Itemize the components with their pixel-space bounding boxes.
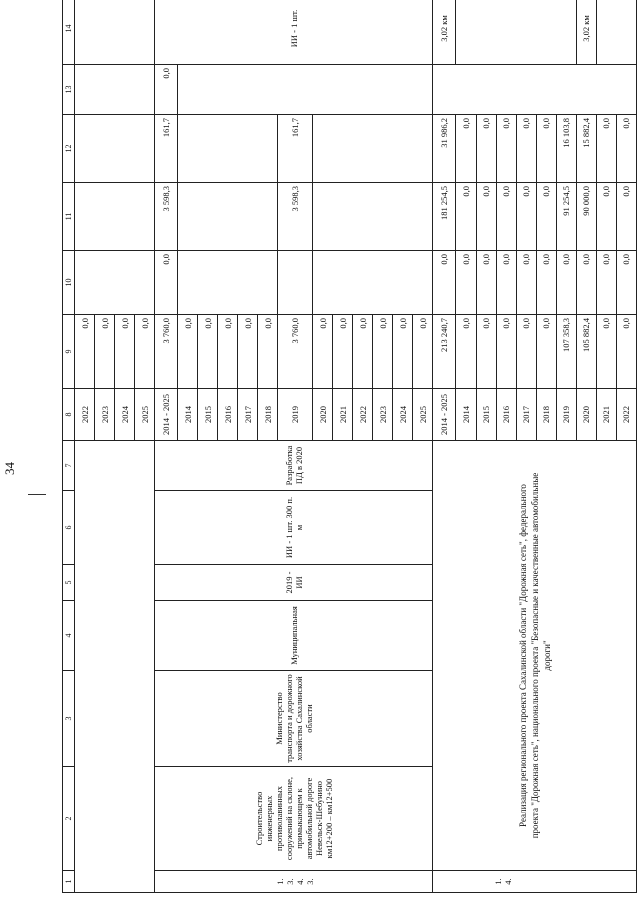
year-cell: 2019 — [556, 389, 576, 441]
column-number-row — [63, 0, 75, 893]
value-cell: 0,0 — [536, 315, 556, 389]
value-cell: 91 254,5 — [556, 183, 576, 251]
result-cell: 3,02 км — [433, 0, 456, 65]
col-number: 2 — [63, 767, 75, 871]
year-cell: 2015 — [198, 389, 218, 441]
year-cell: 2025 — [413, 389, 433, 441]
value-cell: 0,0 — [616, 115, 636, 183]
value-cell: 0,0 — [198, 315, 218, 389]
year-cell: 2021 — [333, 389, 353, 441]
value-cell: 0,0 — [496, 315, 516, 389]
value-cell: 90 000,0 — [576, 183, 596, 251]
value-cell: 0,0 — [516, 251, 536, 315]
table-row — [75, 0, 95, 893]
value-cell: 0,0 — [155, 65, 178, 115]
scan-mark — [28, 494, 46, 495]
value-cell: 0,0 — [333, 315, 353, 389]
value-cell: 0,0 — [476, 251, 496, 315]
year-cell: 2021 — [596, 389, 616, 441]
year-cell: 2024 — [115, 389, 135, 441]
value-cell: 0,0 — [476, 115, 496, 183]
year-cell: 2022 — [353, 389, 373, 441]
value-cell: 0,0 — [596, 183, 616, 251]
value-cell: 0,0 — [516, 115, 536, 183]
table-row — [155, 0, 178, 893]
col-number: 3 — [63, 671, 75, 767]
col-number: 4 — [63, 601, 75, 671]
value-cell: 105 882,4 — [576, 315, 596, 389]
item-capacity: ИИ - 1 шт. 300 п. м — [155, 491, 433, 565]
value-cell: 0,0 — [178, 315, 198, 389]
page-number: 34 — [2, 462, 17, 475]
value-cell: 0,0 — [596, 315, 616, 389]
empty-cell — [313, 115, 433, 183]
empty-cell — [75, 0, 155, 65]
value-cell: 161,7 — [155, 115, 178, 183]
value-cell: 0,0 — [115, 315, 135, 389]
year-cell: 2023 — [95, 389, 115, 441]
value-cell: 0,0 — [373, 315, 393, 389]
value-cell: 3 760,0 — [278, 315, 313, 389]
year-cell: 2014 — [178, 389, 198, 441]
value-cell: 0,0 — [596, 115, 616, 183]
year-cell: 2014 — [456, 389, 476, 441]
value-cell: 16 103,8 — [556, 115, 576, 183]
year-cell: 2016 — [496, 389, 516, 441]
value-cell: 0,0 — [536, 183, 556, 251]
empty-cell — [75, 65, 155, 115]
value-cell: 0,0 — [496, 251, 516, 315]
col-number: 13 — [63, 65, 75, 115]
value-cell: 3 760,0 — [155, 315, 178, 389]
continuation-blank — [75, 441, 155, 893]
empty-cell — [456, 0, 576, 65]
value-cell: 0,0 — [456, 183, 476, 251]
value-cell: 0,0 — [413, 315, 433, 389]
result-cell: ИИ - 1 шт. — [155, 0, 433, 65]
value-cell: 0,0 — [616, 251, 636, 315]
col-number: 11 — [63, 183, 75, 251]
empty-cell — [75, 115, 155, 183]
item-customer: Министерство транспорта и дорожного хозяйства Сахалинской области — [155, 671, 433, 767]
value-cell: 213 240,7 — [433, 315, 456, 389]
col-number: 6 — [63, 491, 75, 565]
value-cell: 31 986,2 — [433, 115, 456, 183]
col-number: 5 — [63, 565, 75, 601]
value-cell: 0,0 — [393, 315, 413, 389]
year-cell: 2014 - 2025 — [433, 389, 456, 441]
value-cell: 0,0 — [516, 315, 536, 389]
empty-cell — [178, 115, 278, 183]
year-cell: 2022 — [75, 389, 95, 441]
empty-cell — [75, 251, 155, 315]
item-name: Реализация регионального проекта Сахалинской области "Дорожная сеть", федерального проекта "Дорожная сеть", национального проекта "Безопасные и качественные автомобильные дороги" — [433, 441, 637, 871]
empty-cell — [178, 251, 278, 315]
value-cell: 0,0 — [135, 315, 155, 389]
col-number: 10 — [63, 251, 75, 315]
year-cell: 2018 — [258, 389, 278, 441]
year-cell: 2024 — [393, 389, 413, 441]
empty-cell — [75, 183, 155, 251]
value-cell: 0,0 — [476, 183, 496, 251]
value-cell: 0,0 — [258, 315, 278, 389]
result-cell: 3,02 км — [576, 0, 596, 65]
value-cell: 0,0 — [496, 115, 516, 183]
col-number: 1 — [63, 871, 75, 893]
value-cell: 0,0 — [576, 251, 596, 315]
year-cell: 2019 — [278, 389, 313, 441]
value-cell: 0,0 — [155, 251, 178, 315]
value-cell: 15 882,4 — [576, 115, 596, 183]
item-period: 2019 - ИИ — [155, 565, 433, 601]
year-cell: 2022 — [616, 389, 636, 441]
value-cell: 0,0 — [218, 315, 238, 389]
value-cell: 0,0 — [616, 315, 636, 389]
value-cell: 0,0 — [476, 315, 496, 389]
value-cell: 3 598,3 — [278, 183, 313, 251]
col-number: 9 — [63, 315, 75, 389]
empty-cell — [313, 183, 433, 251]
year-cell: 2020 — [313, 389, 333, 441]
year-cell: 2017 — [516, 389, 536, 441]
col-number: 8 — [63, 389, 75, 441]
year-cell: 2017 — [238, 389, 258, 441]
item-property: Муниципальная — [155, 601, 433, 671]
item-number: 1. 4. — [433, 871, 637, 893]
year-cell: 2015 — [476, 389, 496, 441]
item-number: 1. 3. 4. 3. — [155, 871, 433, 893]
value-cell: 0,0 — [456, 115, 476, 183]
value-cell: 3 598,3 — [155, 183, 178, 251]
value-cell: 0,0 — [516, 183, 536, 251]
value-cell: 0,0 — [353, 315, 373, 389]
col-number: 7 — [63, 441, 75, 491]
empty-cell — [178, 183, 278, 251]
empty-cell — [596, 0, 636, 65]
value-cell: 0,0 — [313, 315, 333, 389]
empty-cell — [178, 65, 433, 115]
value-cell: 0,0 — [556, 251, 576, 315]
year-cell: 2018 — [536, 389, 556, 441]
value-cell: 161,7 — [278, 115, 313, 183]
value-cell: 0,0 — [456, 315, 476, 389]
value-cell: 0,0 — [75, 315, 95, 389]
year-cell: 2016 — [218, 389, 238, 441]
empty-cell — [278, 251, 313, 315]
year-cell: 2023 — [373, 389, 393, 441]
budget-table — [62, 0, 637, 893]
value-cell: 0,0 — [238, 315, 258, 389]
table-row — [433, 0, 456, 893]
value-cell: 107 358,3 — [556, 315, 576, 389]
value-cell: 0,0 — [496, 183, 516, 251]
value-cell: 0,0 — [456, 251, 476, 315]
value-cell: 0,0 — [596, 251, 616, 315]
empty-cell — [313, 251, 433, 315]
item-stage: Разработка ПД в 2020 — [155, 441, 433, 491]
value-cell: 0,0 — [616, 183, 636, 251]
col-number: 12 — [63, 115, 75, 183]
value-cell: 0,0 — [536, 251, 556, 315]
year-cell: 2025 — [135, 389, 155, 441]
value-cell: 0,0 — [433, 251, 456, 315]
value-cell: 181 254,5 — [433, 183, 456, 251]
col-number: 14 — [63, 0, 75, 65]
value-cell: 0,0 — [536, 115, 556, 183]
empty-cell — [433, 65, 637, 115]
year-cell: 2020 — [576, 389, 596, 441]
year-cell: 2014 - 2025 — [155, 389, 178, 441]
item-name: Строительство инженерных противолавинных сооружений на склоне, примыкающем к автомобильной дороге Невельск-Шебунино км12+200 – км12+500 — [155, 767, 433, 871]
value-cell: 0,0 — [95, 315, 115, 389]
